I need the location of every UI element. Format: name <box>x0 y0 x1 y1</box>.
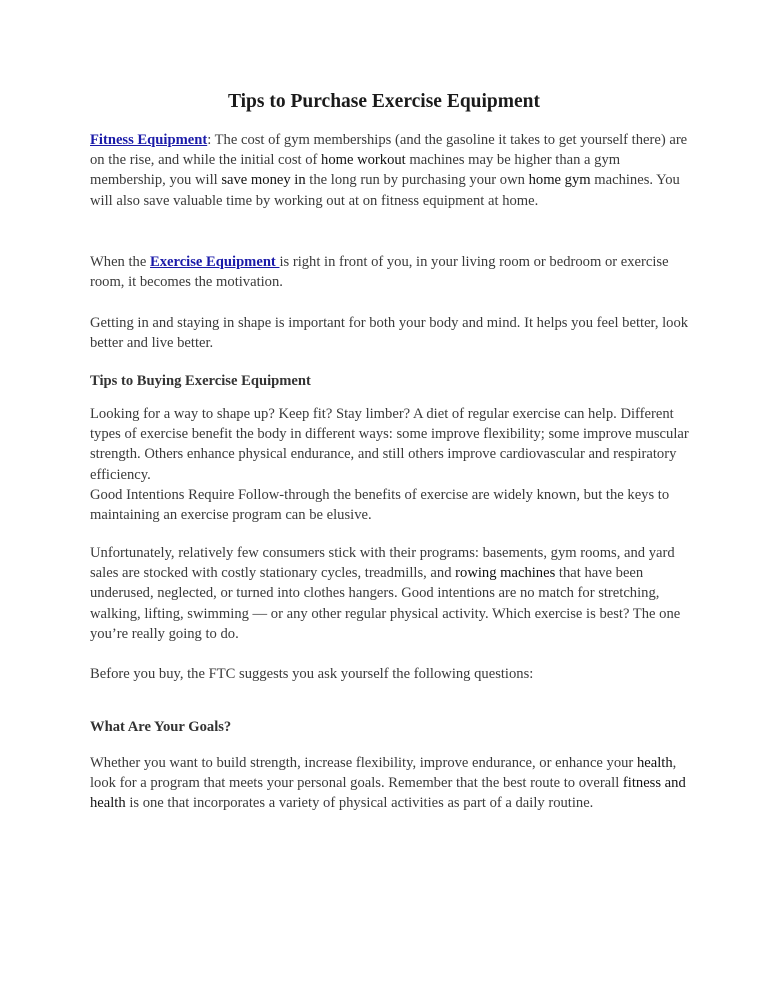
paragraph-shape: Getting in and staying in shape is important for both your body and mind. It helps you feel better, look better and live better. <box>90 315 689 352</box>
paragraph-intro <box>90 130 690 211</box>
home-gym-keyword: home gym <box>528 172 591 189</box>
paragraph-ftc: Before you buy, the FTC suggests you ask yourself the following questions: <box>90 666 534 682</box>
text-span: machines may be higher than a gym membership, you will <box>90 152 621 189</box>
text-span: Unfortunately, relatively few consumers stick with their programs: basements, gym rooms, and yard sales are stocked with costly stationary cycles, treadmills, and <box>90 545 675 582</box>
text-span: : The cost of gym memberships (and the gasoline it takes to get yourself there) are on the rise, and while the initial cost of <box>90 132 688 169</box>
text-span: When the <box>90 254 150 270</box>
paragraph-shape-up <box>90 404 690 525</box>
paragraph-motivation <box>90 252 690 292</box>
text-span: Looking for a way to shape up? Keep fit? Stay limber? A diet of regular exercise can help. Different types of exercise benefit the body in different ways: some improve flexibility; some improve muscular strength. Others enhance physical endurance, and still others improve cardiovascular and respiratory efficiency. <box>90 406 689 483</box>
paragraph-unfortunately <box>90 543 690 644</box>
paragraph-goals <box>90 753 690 814</box>
rowing-machines-keyword: rowing machines <box>455 565 556 582</box>
fitness-equipment-link[interactable]: Fitness Equipment <box>90 132 208 148</box>
exercise-equipment-link[interactable]: Exercise Equipment <box>149 254 280 270</box>
text-span: is one that incorporates a variety of physical activities as part of a daily routine. <box>125 795 594 812</box>
text-span: Good Intentions Require Follow-through the benefits of exercise are widely known, but the keys to maintaining an exercise program can be elusive. <box>90 486 670 524</box>
save-money-keyword: save money in <box>221 172 306 189</box>
text-span: that have been underused, neglected, or turned into clothes hangers. Good intentions are no match for stretching, walking, lifting, swimming — or any other regular physical activity. Which exercise is best? The one you’re really going to do. <box>90 565 681 642</box>
text-span: machines. You will also save valuable time by working out at on fitness equipment at home. <box>90 172 680 209</box>
text-span: Whether you want to build strength, increase flexibility, improve endurance, or enhance your <box>90 755 637 771</box>
text-span: the long run by purchasing your own <box>305 172 529 189</box>
section-heading-tips: Tips to Buying Exercise Equipment <box>90 373 311 389</box>
document-title: Tips to Purchase Exercise Equipment <box>227 91 541 112</box>
health-keyword: health <box>636 755 673 771</box>
fitness-and-health-keyword: fitness and health <box>90 775 686 812</box>
text-span: is right in front of you, in your living room or bedroom or exercise room, it becomes the motivation. <box>90 254 669 291</box>
text-span: , look for a program that meets your personal goals. Remember that the best route to overall <box>90 755 677 792</box>
section-heading-goals: What Are Your Goals? <box>90 719 232 735</box>
home-workout-keyword: home workout <box>321 152 406 169</box>
